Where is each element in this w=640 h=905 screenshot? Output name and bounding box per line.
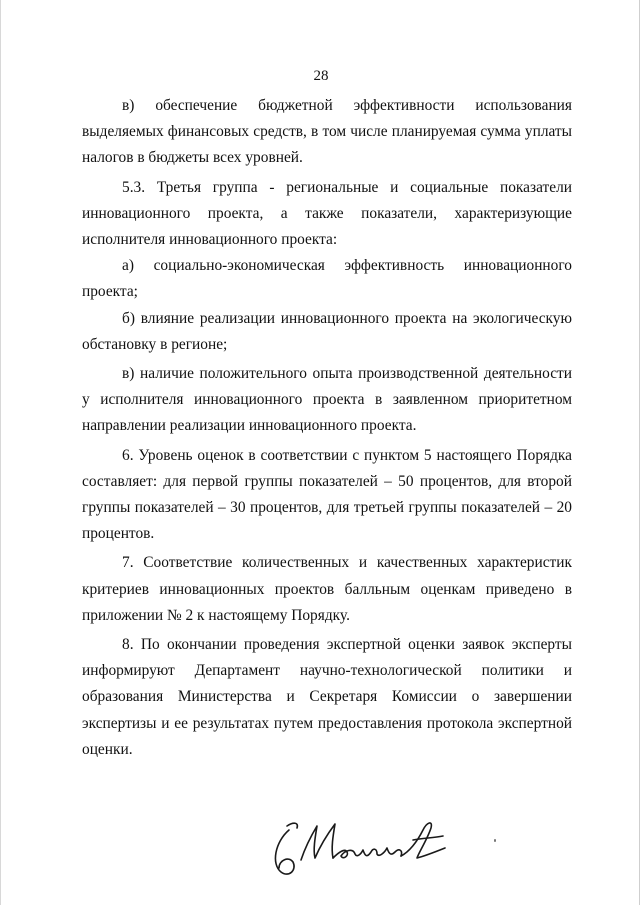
handwritten-signature (267, 812, 457, 884)
document-body (82, 93, 572, 763)
paragraph-experience: в) наличие положительного опыта производственной деятельности у исполнителя инновационного проекта в заявленном приоритетном направлении реализации инновационного проекта. (82, 365, 572, 435)
paragraph-socioeconomic: а) социально-экономическая эффективность инновационного проекта; (82, 257, 572, 301)
paragraph-budget-efficiency: в) обеспечение бюджетной эффективности использования выделяемых финансовых средств, в том числе планируемая сумма уплаты налогов в бюджеты всех уровней. (82, 97, 572, 167)
paragraph-assessment-levels: 6. Уровень оценок в соответствии с пунктом 5 настоящего Порядка составляет: для первой группы показателей – 50 процентов, для второй группы показателей – 30 процентов, для третьей группы показателей – 20 процентов. (82, 446, 572, 543)
paragraph-ecological: б) влияние реализации инновационного проекта на экологическую обстановку в регионе; (82, 309, 572, 353)
paragraph-expert-conclusion: 8. По окончании проведения экспертной оценки заявок эксперты информируют Департамент научно-технологической политики и образования Министерства и Секретаря Комиссии о завершении экспертизы и ее результатах путем предоставления протокола экспертной оценки. (82, 636, 572, 758)
page-number: 28 (313, 68, 329, 84)
paragraph-third-group: 5.3. Третья группа - региональные и социальные показатели инновационного проекта, а также показатели, характеризующие исполнителя инновационного проекта: (82, 178, 572, 249)
scan-speck (494, 839, 496, 842)
paragraph-correspondence: 7. Соответствие количественных и качественных характеристик критериев инновационных проектов балльным оценкам приведено в приложении № 2 к настоящему Порядку. (82, 554, 572, 624)
